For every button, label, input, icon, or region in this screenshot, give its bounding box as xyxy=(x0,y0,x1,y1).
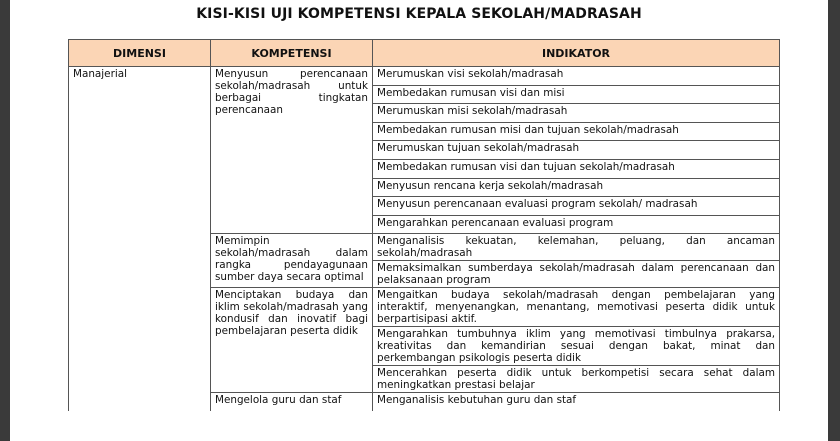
indikator-cell: Mengarahkan tumbuhnya iklim yang memotivasi timbulnya prakarsa, kreativitas dan kemandirian sesuai dengan bakat, minat dan perkembangan psikologis peserta didik xyxy=(373,327,780,366)
indikator-cell: Membedakan rumusan visi dan misi xyxy=(373,85,780,104)
indikator-cell: Membedakan rumusan misi dan tujuan sekolah/madrasah xyxy=(373,122,780,141)
indikator-cell: Mengarahkan perencanaan evaluasi program xyxy=(373,215,780,234)
indikator-cell: Menganalisis kebutuhan guru dan staf xyxy=(373,393,780,411)
indikator-cell: Menyusun rencana kerja sekolah/madrasah xyxy=(373,178,780,197)
table-header-row xyxy=(69,40,780,67)
kisi-kisi-table xyxy=(68,39,780,411)
indikator-cell: Menganalisis kekuatan, kelemahan, peluang, dan ancaman sekolah/madrasah xyxy=(373,234,780,261)
dimensi-cell: Manajerial xyxy=(69,67,211,411)
indikator-cell: Menyusun perencanaan evaluasi program sekolah/ madrasah xyxy=(373,197,780,216)
indikator-cell: Mencerahkan peserta didik untuk berkompetisi secara sehat dalam meningkatkan prestasi belajar xyxy=(373,366,780,393)
kompetensi-cell: Memimpin sekolah/madrasah dalam rangka pendayagunaan sumber daya secara optimal xyxy=(211,234,373,288)
kompetensi-cell: Mengelola guru dan staf xyxy=(211,393,373,411)
header-dimensi: DIMENSI xyxy=(69,40,211,67)
indikator-cell: Membedakan rumusan visi dan tujuan sekolah/madrasah xyxy=(373,159,780,178)
indikator-cell: Merumuskan visi sekolah/madrasah xyxy=(373,67,780,86)
header-kompetensi: KOMPETENSI xyxy=(211,40,373,67)
document-page xyxy=(10,0,828,441)
indikator-cell: Mengaitkan budaya sekolah/madrasah dengan pembelajaran yang interaktif, menyenangkan, menantang, memotivasi peserta didik untuk berpartisipasi aktif. xyxy=(373,288,780,327)
kompetensi-cell: Menciptakan budaya dan iklim sekolah/madrasah yang kondusif dan inovatif bagi pembelajaran peserta didik xyxy=(211,288,373,393)
indikator-cell: Memaksimalkan sumberdaya sekolah/madrasah dalam perencanaan dan pelaksanaan program xyxy=(373,261,780,288)
indikator-cell: Merumuskan misi sekolah/madrasah xyxy=(373,104,780,123)
table-body xyxy=(69,67,780,411)
kompetensi-cell: Menyusun perencanaan sekolah/madrasah untuk berbagai tingkatan perencanaan xyxy=(211,67,373,234)
indikator-cell: Merumuskan tujuan sekolah/madrasah xyxy=(373,141,780,160)
page-title: KISI-KISI UJI KOMPETENSI KEPALA SEKOLAH/MADRASAH xyxy=(196,6,642,22)
table-row xyxy=(69,67,780,86)
header-indikator: INDIKATOR xyxy=(373,40,780,67)
